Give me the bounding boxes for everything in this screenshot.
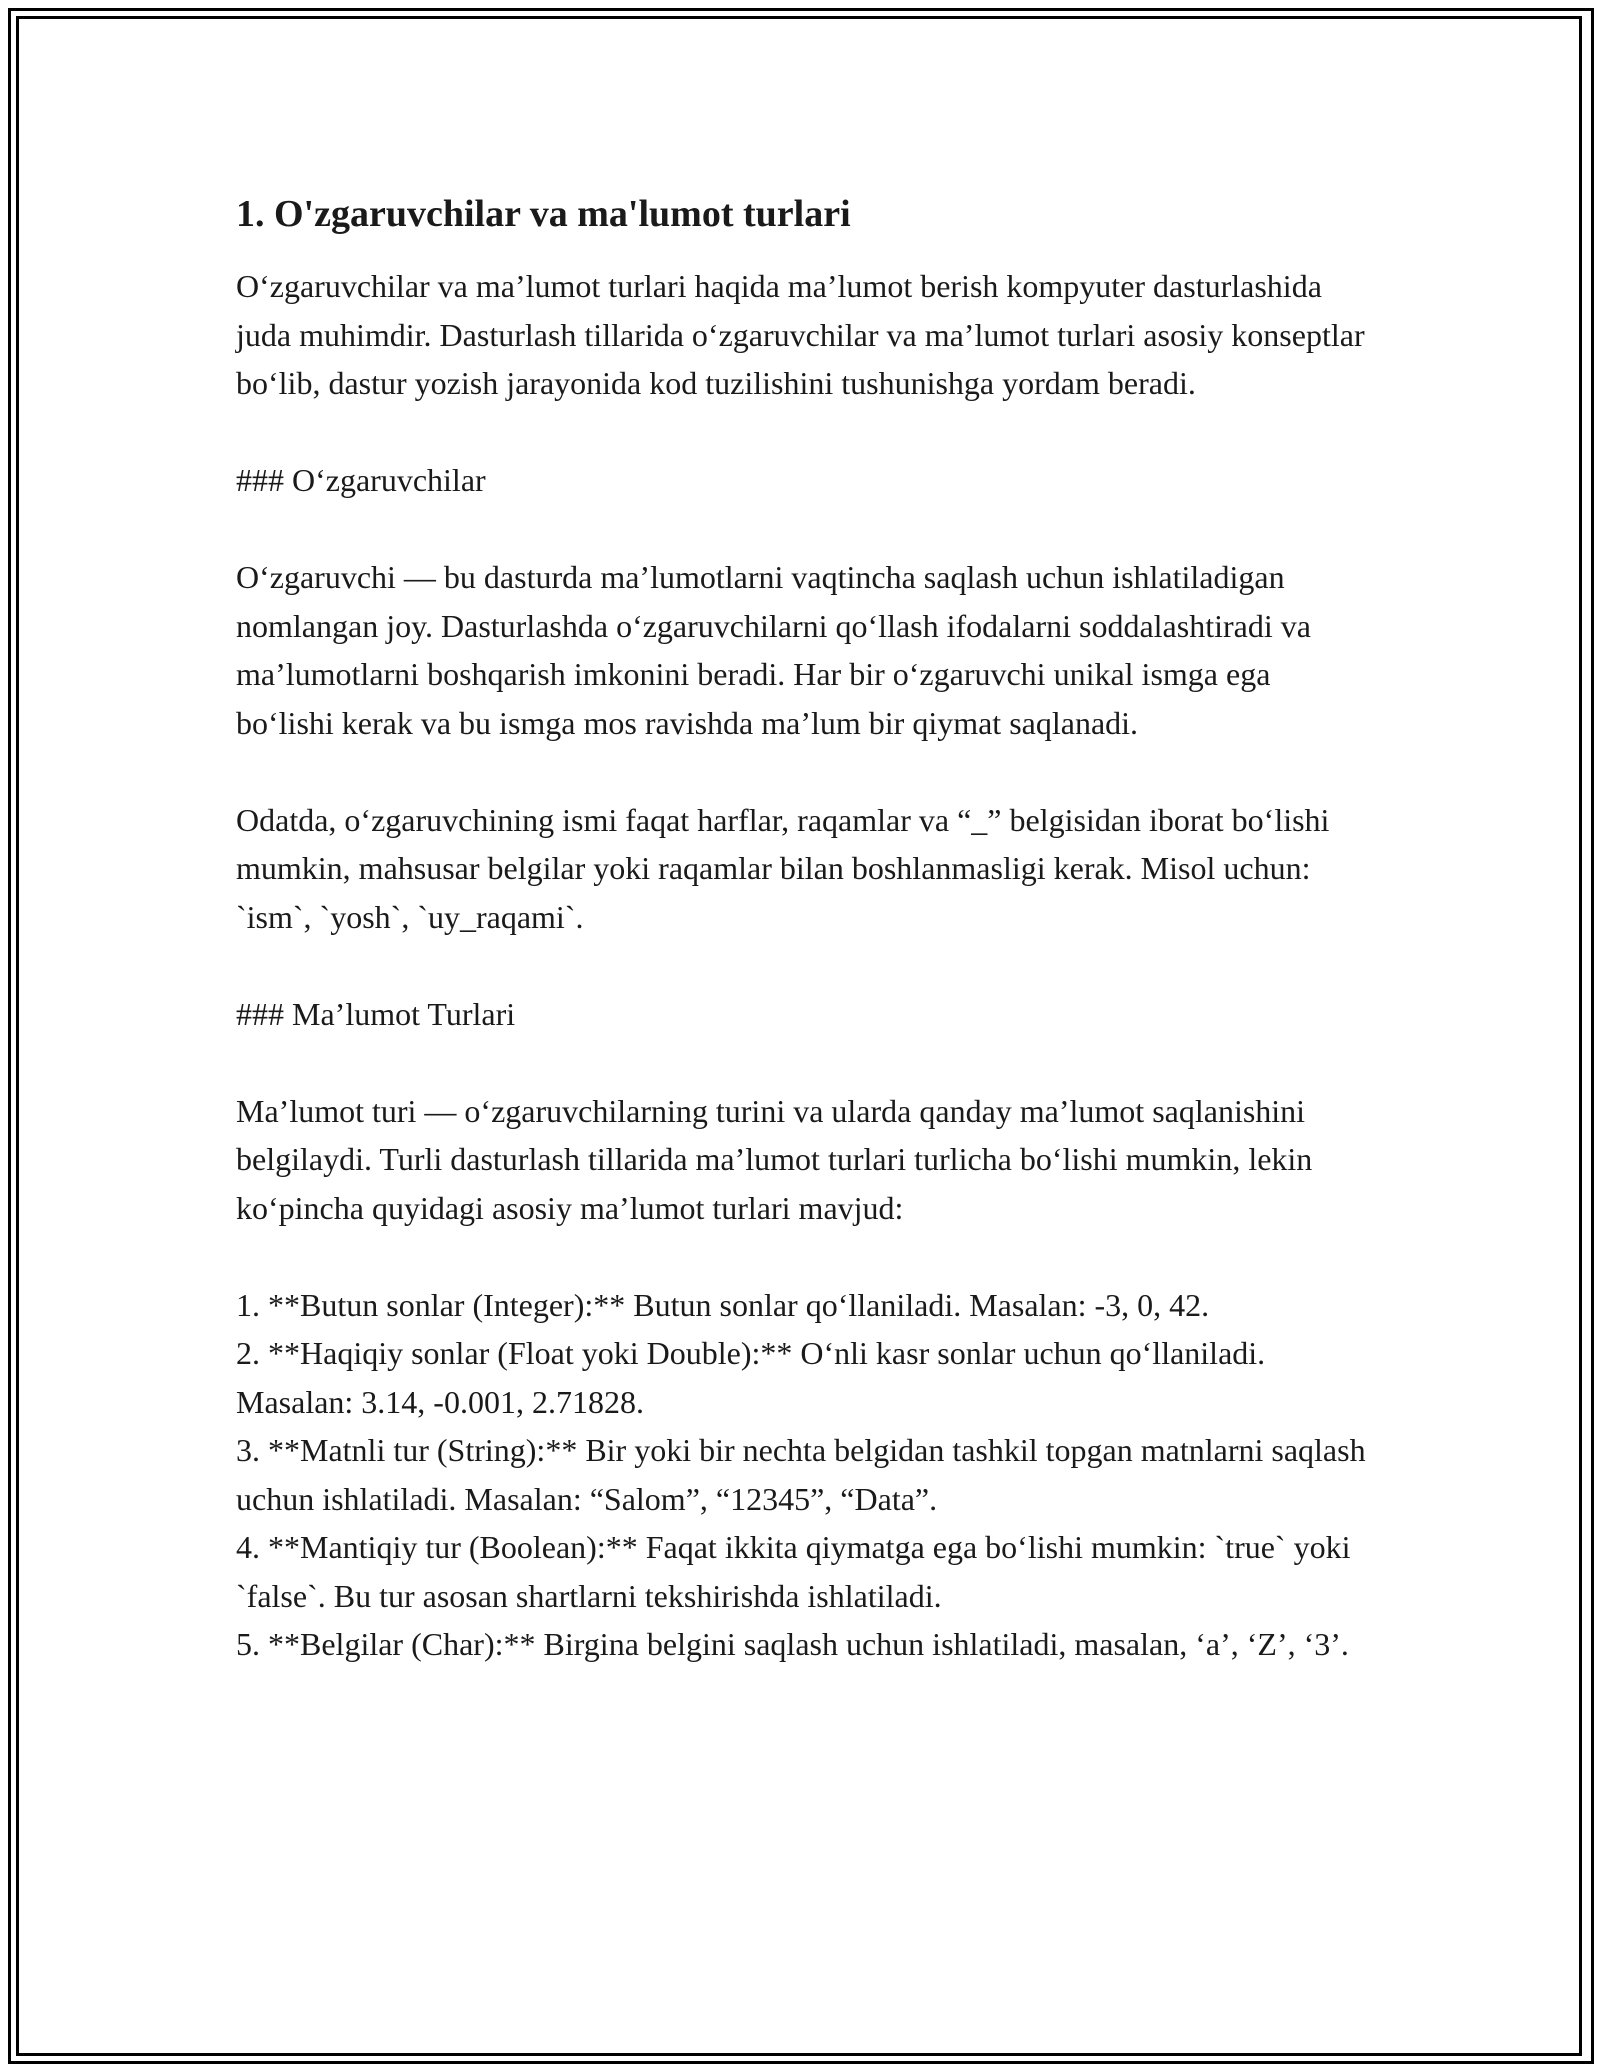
document-body: [236, 188, 1366, 1669]
naming-rules-paragraph: Odatda, o‘zgaruvchining ismi faqat harflar, raqamlar va “_” belgisidan iborat bo‘lishi mumkin, mahsusar belgilar yoki raqamlar bilan boshlanmasligi kerak. Misol uchun: `ism`, `yosh`, `uy_raqami`.: [236, 801, 1330, 935]
list-item: 4. **Mantiqiy tur (Boolean):** Faqat ikkita qiymatga ega bo‘lishi mumkin: `true` yoki `false`. Bu tur asosan shartlarni tekshirishda ishlatiladi.: [236, 1529, 1351, 1614]
intro-paragraph: O‘zgaruvchilar va ma’lumot turlari haqida ma’lumot berish kompyuter dasturlashida juda muhimdir. Dasturlash tillarida o‘zgaruvchilar va ma’lumot turlari asosiy konseptlar bo‘lib, dastur yozish jarayonida kod tuzilishini tushunishga yordam beradi.: [236, 268, 1365, 401]
list-item: 5. **Belgilar (Char):** Birgina belgini saqlash uchun ishlatiladi, masalan, ‘a’, ‘Z’, ‘3’.: [236, 1626, 1349, 1662]
list-item: 1. **Butun sonlar (Integer):** Butun sonlar qo‘llaniladi. Masalan: -3, 0, 42.: [236, 1286, 1210, 1323]
list-item: 2. **Haqiqiy sonlar (Float yoki Double):** O‘nli kasr sonlar uchun qo‘llaniladi. Masalan: 3.14, -0.001, 2.71828.: [236, 1335, 1266, 1420]
list-item: 3. **Matnli tur (String):** Bir yoki bir nechta belgidan tashkil topgan matnlarni saqlash uchun ishlatiladi. Masalan: “Salom”, “12345”, “Data”.: [236, 1432, 1366, 1517]
data-type-definition-paragraph: Ma’lumot turi — o‘zgaruvchilarning turini va ularda qanday ma’lumot saqlanishini belgilaydi. Turli dasturlash tillarida ma’lumot turlari turlicha bo‘lishi mumkin, lekin ko‘pincha quyidagi asosiy ma’lumot turlari mavjud:: [236, 1092, 1313, 1226]
section-heading-malumot-turlari: ### Ma’lumot Turlari: [236, 995, 516, 1032]
section-heading-ozgaruvchilar: ### O‘zgaruvchilar: [236, 462, 486, 498]
document-title: 1. O'zgaruvchilar va ma'lumot turlari: [236, 193, 851, 235]
data-types-list: [236, 1281, 1366, 1669]
ozgaruvchi-definition-paragraph: O‘zgaruvchi — bu dasturda ma’lumotlarni vaqtincha saqlash uchun ishlatiladigan nomlangan joy. Dasturlashda o‘zgaruvchilarni qo‘llash ifodalarni soddalashtiradi va ma’lumotlarni boshqarish imkonini beradi. Har bir o‘zgaruvchi unikal ismga ega bo‘lishi kerak va bu ismga mos ravishda ma’lum bir qiymat saqlanadi.: [236, 559, 1311, 741]
